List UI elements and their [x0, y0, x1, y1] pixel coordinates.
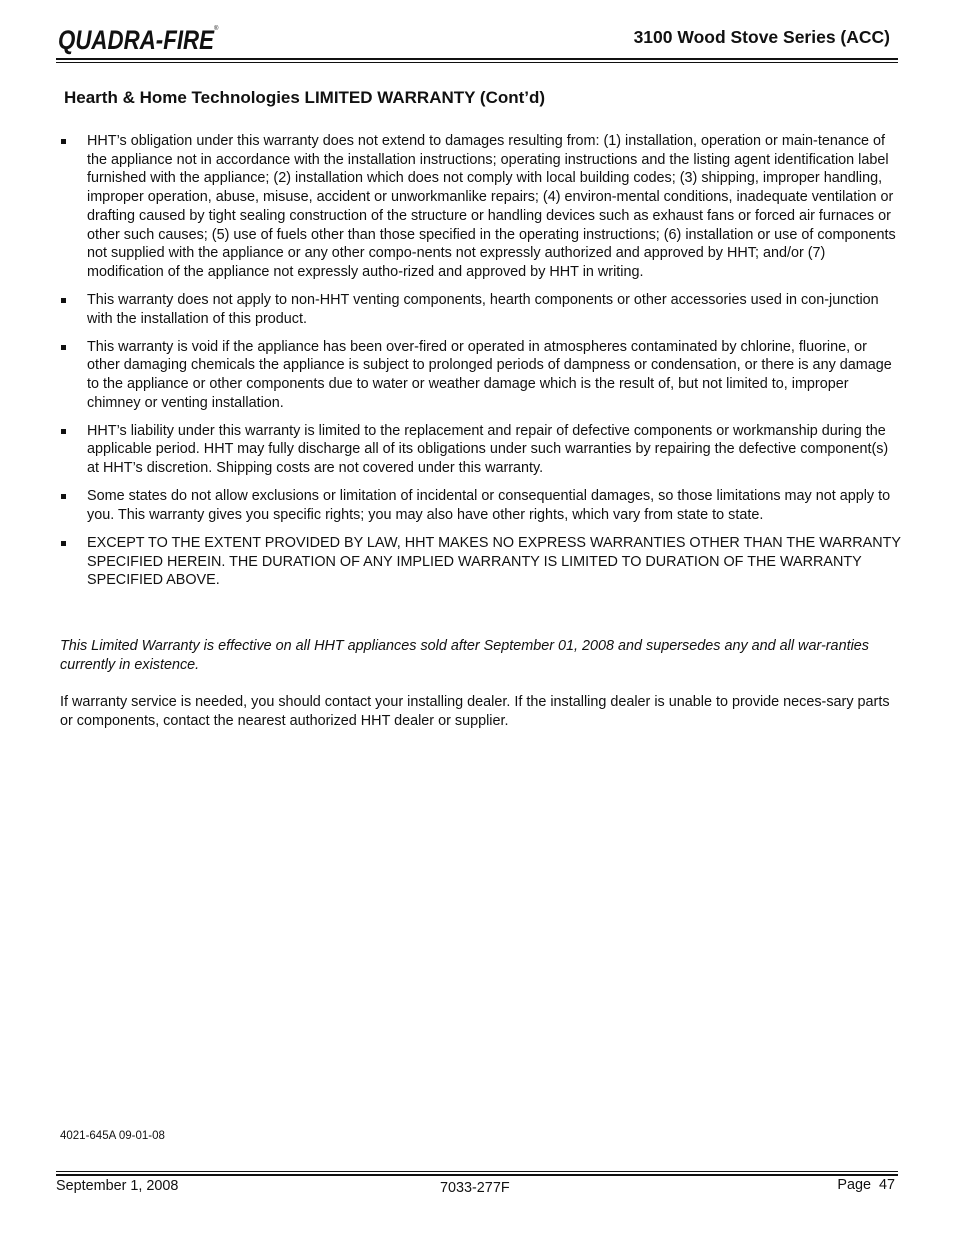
footer-part-number: 7033-277F — [440, 1180, 510, 1196]
bullet-icon — [61, 345, 66, 350]
bullet-icon — [61, 298, 66, 303]
footer-date: September 1, 2008 — [56, 1178, 179, 1194]
section-heading: Hearth & Home Technologies LIMITED WARRANTY (Cont’d) — [64, 88, 546, 107]
list-item-text: This warranty does not apply to non-HHT venting components, hearth components or other accessories used in con-junction with the installation of this product. — [87, 291, 879, 327]
header-rule-thin — [56, 62, 898, 63]
effective-statement: This Limited Warranty is effective on all HHT appliances sold after September 01, 2008 and supersedes any and all war-ranties currently in existence. — [60, 638, 869, 673]
list-item-text: HHT’s liability under this warranty is limited to the replacement and repair of defective components or workmanship during the applicable period. HHT may fully discharge all of its obligations under such warranties by repairing the defective component(s) at HHT’s discretion. Shipping costs are not covered under this warranty. — [87, 422, 889, 477]
list-item-text: HHT’s obligation under this warranty does not extend to damages resulting from: (1) installation, operation or main-tenance of the appliance not in accordance with the installation instructions; operating instructions and the listing agent identification label furnished with the appliance; (2) installation which does not comply with local building codes; (3) shipping, improper handling, improper operation, abuse, misuse, accident or unworkmanlike repairs; (4) environ-mental conditions, inadequate ventilation or drafting caused by tight sealing construction of the structure or handling devices such as exhaust fans or forced air furnaces or other such causes; (5) use of fuels other than those specified in the operating instructions; (6) installation or use of components not supplied with the appliance or any other compo-nents not expressly authorized and approved by HHT; and/or (7) modification of the appliance not expressly autho-rized and approved by HHT in writing. — [87, 133, 896, 280]
quadra-fire-logo — [56, 20, 224, 60]
list-item — [60, 291, 902, 328]
list-item — [60, 132, 902, 282]
list-item-text: Some states do not allow exclusions or limitation of incidental or consequential damages, so those limitations may not apply to you. This warranty gives you specific rights; you may also have other rights, which vary from state to state. — [87, 488, 891, 523]
list-item-text: This warranty is void if the appliance has been over-fired or operated in atmospheres contaminated by chlorine, fluorine, or other damaging chemicals the appliance is subject to prolonged periods of dampness or condensation, or there is any damage to the appliance or other components due to water or weather damage which is the result of, but not limited to, improper chimney or venting installation. — [87, 338, 892, 411]
service-statement: If warranty service is needed, you should contact your installing dealer. If the installing dealer is unable to provide neces-sary parts or components, contact the nearest authorized HHT dealer or supplier. — [60, 694, 890, 729]
document-title: 3100 Wood Stove Series (ACC) — [633, 27, 890, 47]
footer-rule-thick — [56, 1174, 898, 1176]
list-item — [60, 487, 902, 524]
bullet-icon — [61, 494, 66, 499]
bullet-icon — [61, 541, 66, 546]
form-code: 4021-645A 09-01-08 — [60, 1130, 165, 1142]
logo-wordmark: QUADRA-FIRE — [58, 25, 215, 55]
svg-text:®: ® — [214, 26, 219, 32]
warranty-bullet-list — [60, 132, 902, 599]
footer-rule-thin — [56, 1171, 898, 1172]
list-item-text: EXCEPT TO THE EXTENT PROVIDED BY LAW, HHT MAKES NO EXPRESS WARRANTIES OTHER THAN THE WARRANTY SPECIFIED HEREIN. THE DURATION OF ANY IMPLIED WARRANTY IS LIMITED TO DURATION OF THE WARRANTY SPECIFIED ABOVE. — [87, 534, 901, 589]
list-item — [60, 338, 902, 413]
page-number: Page 47 — [837, 1177, 895, 1193]
bullet-icon — [61, 139, 66, 144]
list-item — [60, 534, 902, 590]
header-rule-thick — [56, 58, 898, 60]
list-item — [60, 422, 902, 478]
bullet-icon — [61, 429, 66, 434]
